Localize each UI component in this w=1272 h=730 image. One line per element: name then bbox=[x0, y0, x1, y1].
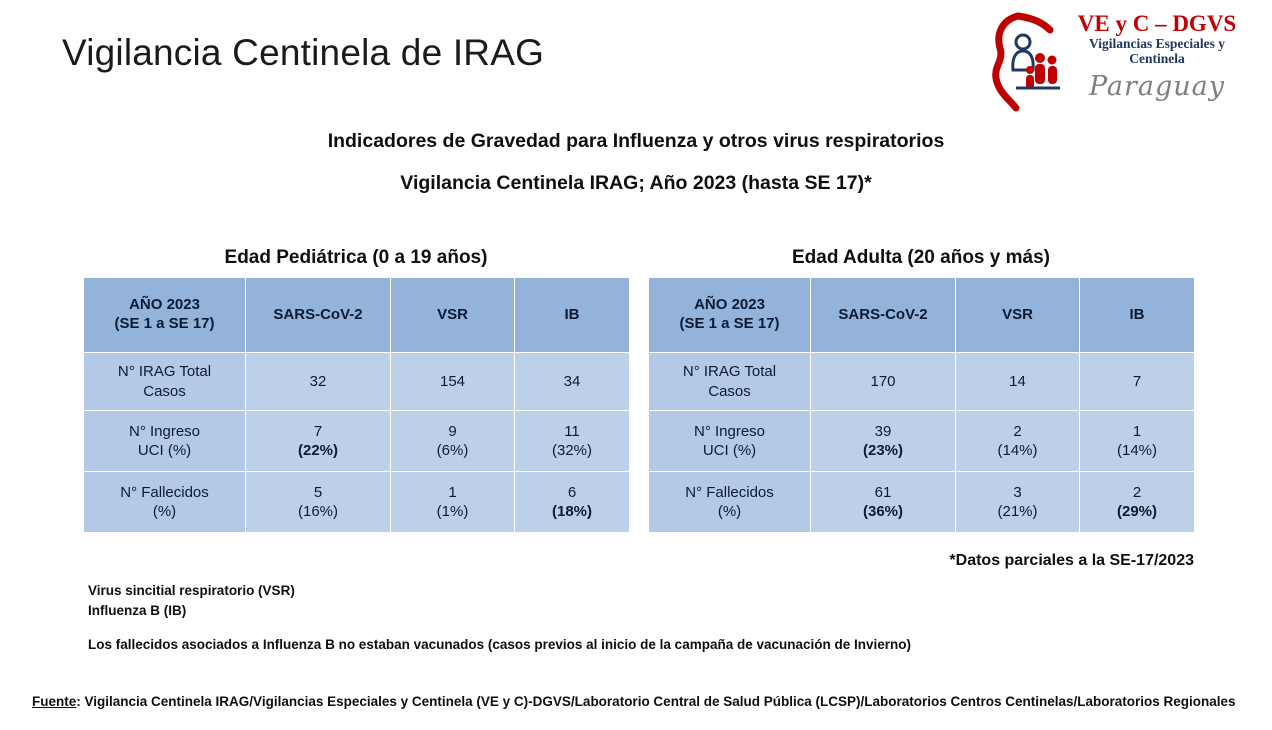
value: 7 bbox=[313, 422, 323, 440]
table-row bbox=[84, 472, 630, 533]
percent: (29%) bbox=[1116, 503, 1157, 520]
row-label-line1: N° Fallecidos bbox=[120, 483, 209, 501]
column-header-ib: IB bbox=[1080, 278, 1195, 353]
row-label-line2: UCI (%) bbox=[702, 442, 757, 459]
column-header-year bbox=[649, 278, 811, 353]
row-label-fallecidos bbox=[649, 472, 811, 533]
year-label-line1: AÑO 2023 bbox=[129, 296, 200, 314]
row-label-uci bbox=[649, 411, 811, 472]
value: 1 bbox=[448, 483, 457, 501]
paraguay-map-figures-logo-icon bbox=[988, 12, 1074, 112]
row-label-line2: (%) bbox=[717, 503, 742, 520]
partial-data-note: *Datos parciales a la SE-17/2023 bbox=[949, 552, 1194, 569]
cell-uci-sars bbox=[811, 411, 956, 472]
page-title: Vigilancia Centinela de IRAG bbox=[62, 32, 545, 73]
column-header-ib: IB bbox=[515, 278, 630, 353]
pediatric-indicators-table bbox=[83, 277, 630, 533]
table-header-row bbox=[649, 278, 1195, 353]
value: 6 bbox=[567, 483, 577, 501]
column-header-vsr: VSR bbox=[391, 278, 515, 353]
row-label-line2: Casos bbox=[143, 382, 186, 400]
value: 39 bbox=[874, 422, 892, 440]
percent: (6%) bbox=[436, 442, 469, 459]
cell-fallecidos-sars bbox=[246, 472, 391, 533]
abbreviations-legend bbox=[88, 581, 295, 620]
year-label-line2: (SE 1 a SE 17) bbox=[679, 315, 780, 332]
percent: (1%) bbox=[436, 503, 469, 520]
cell-total-sars: 170 bbox=[811, 353, 956, 411]
row-label-line1: N° Fallecidos bbox=[685, 483, 774, 501]
cell-total-vsr: 14 bbox=[956, 353, 1080, 411]
subtitle-line-1: Indicadores de Gravedad para Influenza y otros virus respiratorios bbox=[327, 130, 945, 152]
value: 3 bbox=[1013, 483, 1022, 501]
cell-total-vsr: 154 bbox=[391, 353, 515, 411]
row-label-line1: N° IRAG Total bbox=[117, 363, 212, 380]
cell-fallecidos-sars bbox=[811, 472, 956, 533]
column-header-year bbox=[84, 278, 246, 353]
value: 1 bbox=[1132, 422, 1142, 440]
cell-total-ib: 7 bbox=[1080, 353, 1195, 411]
cell-uci-ib bbox=[1080, 411, 1195, 472]
logo-country: Paraguay bbox=[1088, 70, 1226, 102]
percent: (14%) bbox=[997, 442, 1038, 459]
cell-uci-vsr bbox=[956, 411, 1080, 472]
column-header-sars: SARS-CoV-2 bbox=[811, 278, 956, 353]
organization-logo bbox=[988, 8, 1238, 118]
value: 2 bbox=[1013, 422, 1022, 440]
percent: (22%) bbox=[297, 442, 338, 459]
year-label-line2: (SE 1 a SE 17) bbox=[114, 315, 215, 332]
logo-title: VE y C – DGVS bbox=[1077, 11, 1237, 36]
source-text: : Vigilancia Centinela IRAG/Vigilancias Especiales y Centinela (VE y C)-DGVS/Laboratorio Central de Salud Pública (LCSP)/Laboratorios Centros Centinelas/Laboratorios Regionales bbox=[76, 694, 1236, 709]
year-label-line1: AÑO 2023 bbox=[694, 296, 765, 314]
percent: (21%) bbox=[997, 503, 1038, 520]
percent: (23%) bbox=[862, 442, 903, 459]
cell-uci-vsr bbox=[391, 411, 515, 472]
legend-ib: Influenza B (IB) bbox=[88, 602, 187, 618]
logo-subtitle: Vigilancias Especiales y Centinela bbox=[1088, 36, 1225, 66]
cell-fallecidos-vsr bbox=[391, 472, 515, 533]
row-label-line2: Casos bbox=[708, 382, 751, 400]
row-label-line1: N° IRAG Total bbox=[682, 363, 777, 380]
cell-fallecidos-vsr bbox=[956, 472, 1080, 533]
adult-indicators-table bbox=[648, 277, 1195, 533]
column-header-vsr: VSR bbox=[956, 278, 1080, 353]
pediatric-table-heading: Edad Pediátrica (0 a 19 años) bbox=[224, 247, 488, 268]
legend-vsr: Virus sincitial respiratorio (VSR) bbox=[88, 583, 295, 598]
cell-uci-ib bbox=[515, 411, 630, 472]
table-row bbox=[649, 472, 1195, 533]
value: 2 bbox=[1132, 483, 1142, 501]
row-label-line2: (%) bbox=[152, 503, 177, 520]
value: 11 bbox=[564, 422, 580, 440]
value: 61 bbox=[874, 483, 892, 501]
value: 9 bbox=[448, 422, 457, 440]
row-label-line1: N° Ingreso bbox=[693, 422, 766, 440]
table-row bbox=[649, 353, 1195, 411]
value: 5 bbox=[313, 483, 323, 501]
row-label-line1: N° Ingreso bbox=[128, 422, 201, 440]
percent: (36%) bbox=[862, 503, 903, 520]
cell-fallecidos-ib bbox=[515, 472, 630, 533]
row-label-line2: UCI (%) bbox=[137, 442, 192, 459]
cell-uci-sars bbox=[246, 411, 391, 472]
vaccination-note: Los fallecidos asociados a Influenza B no estaban vacunados (casos previos al inicio de la campaña de vacunación de Invierno) bbox=[88, 637, 912, 652]
percent: (14%) bbox=[1116, 442, 1157, 459]
table-row bbox=[84, 353, 630, 411]
cell-fallecidos-ib bbox=[1080, 472, 1195, 533]
table-row bbox=[649, 411, 1195, 472]
subtitle-line-2: Vigilancia Centinela IRAG; Año 2023 (hasta SE 17)* bbox=[400, 172, 872, 194]
column-header-sars: SARS-CoV-2 bbox=[246, 278, 391, 353]
adult-table-heading: Edad Adulta (20 años y más) bbox=[792, 247, 1050, 268]
percent: (16%) bbox=[297, 503, 338, 520]
row-label-total bbox=[649, 353, 811, 411]
table-header-row bbox=[84, 278, 630, 353]
row-label-uci bbox=[84, 411, 246, 472]
row-label-total bbox=[84, 353, 246, 411]
table-row bbox=[84, 411, 630, 472]
cell-total-ib: 34 bbox=[515, 353, 630, 411]
percent: (32%) bbox=[551, 442, 592, 459]
source-label: Fuente bbox=[32, 694, 77, 709]
percent: (18%) bbox=[551, 503, 592, 520]
cell-total-sars: 32 bbox=[246, 353, 391, 411]
row-label-fallecidos bbox=[84, 472, 246, 533]
source-note bbox=[32, 694, 1236, 709]
